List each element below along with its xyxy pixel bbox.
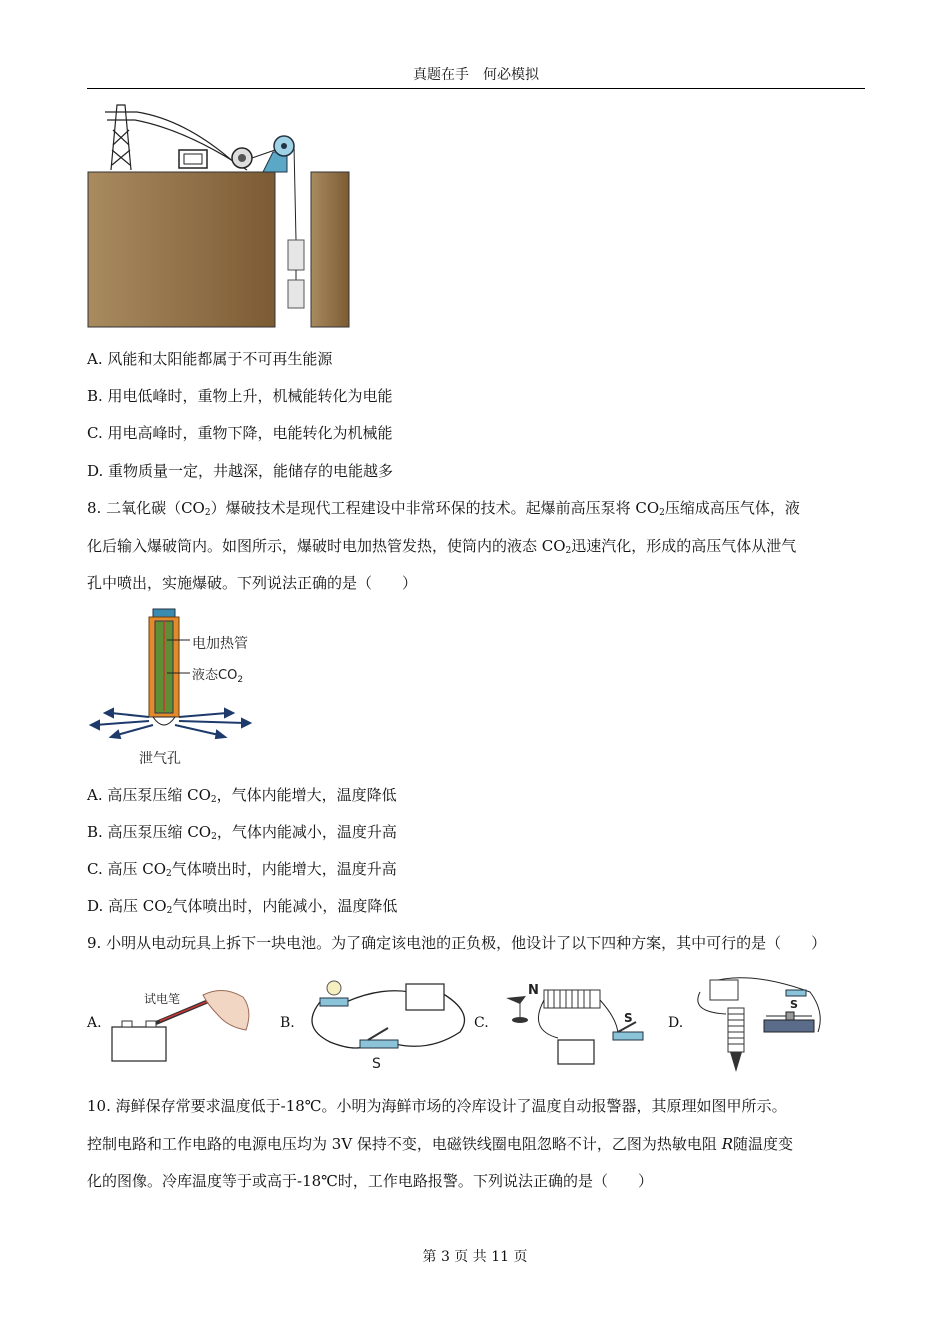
vent-label: 泄气孔 <box>139 751 181 767</box>
q8-line1-sub: 2 <box>204 508 211 518</box>
q8-line2-sub: 2 <box>565 546 572 556</box>
liquid-co2-label: 液态CO <box>192 668 238 683</box>
q7-option-d: D. 重物质量一定，井越深，能储存的电能越多 <box>87 462 394 480</box>
q9-label-b: B. <box>280 1015 295 1031</box>
q9-label-c: C. <box>474 1015 489 1031</box>
q9-label-a: A. <box>87 1015 102 1031</box>
q8-stem-line3: 孔中喷出，实施爆破。下列说法正确的是（ ） <box>87 574 418 592</box>
header-rule <box>87 88 865 89</box>
energy-storage-figure <box>87 100 352 328</box>
q7-option-c: C. 用电高峰时，重物下降，电能转化为机械能 <box>87 424 393 442</box>
q7-option-b: B. 用电低峰时，重物上升，机械能转化为电能 <box>87 387 393 405</box>
svg-text:液态CO2 <box>192 667 243 685</box>
q8-option-b <box>87 821 397 842</box>
q9-figure-b <box>300 972 475 1072</box>
q7-option-a: A. 风能和太阳能都属于不可再生能源 <box>87 350 333 368</box>
liquid-co2-sub: 2 <box>237 675 244 685</box>
pen-label: 试电笔 <box>144 992 181 1006</box>
q10-line2-a: 控制电路和工作电路的电源电压均为 3V 保持不变，电磁铁线圈电阻忽略不计，乙图为热敏电阻 <box>87 1135 722 1153</box>
q8-c-post: 气体喷出时，内能增大，温度升高 <box>171 860 397 878</box>
q9-stem: 9. 小明从电动玩具上拆下一块电池。为了确定该电池的正负极，他设计了以下四种方案，其中可行的是（ ） <box>87 934 827 952</box>
q8-b-post: ，气体内能减小，温度升高 <box>216 823 397 841</box>
q8-d-sub: 2 <box>166 906 173 916</box>
q10-line2-r: R <box>721 1135 733 1153</box>
switch-s-b: S <box>372 1056 381 1072</box>
q8-line2-a: 化后输入爆破筒内。如图所示，爆破时电加热管发热，使筒内的液态 CO <box>87 537 566 555</box>
q8-b-pre: B. 高压泵压缩 CO <box>87 823 212 841</box>
page-footer: 第 3 页 共 11 页 <box>422 1249 528 1265</box>
q8-stem-line2 <box>87 535 796 556</box>
q8-line1-sub2: 2 <box>659 508 665 518</box>
switch-s-c: S <box>624 1011 633 1025</box>
q8-line2-b: 迅速汽化，形成的高压气体从泄气 <box>571 537 797 555</box>
q8-c-sub: 2 <box>166 869 172 879</box>
q9-figure-c <box>498 980 658 1072</box>
q8-d-post: 气体喷出时，内能减小，温度降低 <box>172 897 398 915</box>
q8-line1-c: 压缩成高压气体，液 <box>664 499 800 517</box>
q10-line2-b: 随温度变 <box>732 1135 793 1153</box>
q8-c-pre: C. 高压 CO <box>87 860 167 878</box>
q8-a-post: ，气体内能增大，温度降低 <box>216 786 397 804</box>
q8-d-pre: D. 高压 CO <box>87 897 167 915</box>
q8-a-pre: A. 高压泵压缩 CO <box>87 786 211 804</box>
q8-stem-line1 <box>87 497 800 518</box>
q9-figure-d <box>690 972 830 1076</box>
q8-option-d <box>87 895 397 916</box>
q8-line1-a: 8. 二氧化碳（CO <box>87 499 205 517</box>
q8-option-a <box>87 784 397 805</box>
q10-stem-line2 <box>87 1133 793 1154</box>
q8-b-sub: 2 <box>211 832 217 842</box>
switch-s-d: S <box>790 998 798 1011</box>
q8-a-sub: 2 <box>210 795 217 805</box>
q8-line1-b: ）爆破技术是现代工程建设中非常环保的技术。起爆前高压泵将 CO <box>210 499 660 517</box>
page-header: 真题在手 何必模拟 <box>413 67 539 83</box>
heater-label: 电加热管 <box>192 636 248 652</box>
north-n: N <box>528 983 539 998</box>
q9-figure-a <box>108 975 258 1065</box>
q9-label-d: D. <box>668 1015 684 1031</box>
q10-stem-line3: 化的图像。冷库温度等于或高于-18℃时，工作电路报警。下列说法正确的是（ ） <box>87 1172 653 1190</box>
q10-stem-line1: 10. 海鲜保存常要求温度低于-18℃。小明为海鲜市场的冷库设计了温度自动报警器，其原理如图甲所示。 <box>87 1097 787 1115</box>
co2-blasting-figure <box>87 607 267 767</box>
q8-option-c <box>87 858 397 879</box>
